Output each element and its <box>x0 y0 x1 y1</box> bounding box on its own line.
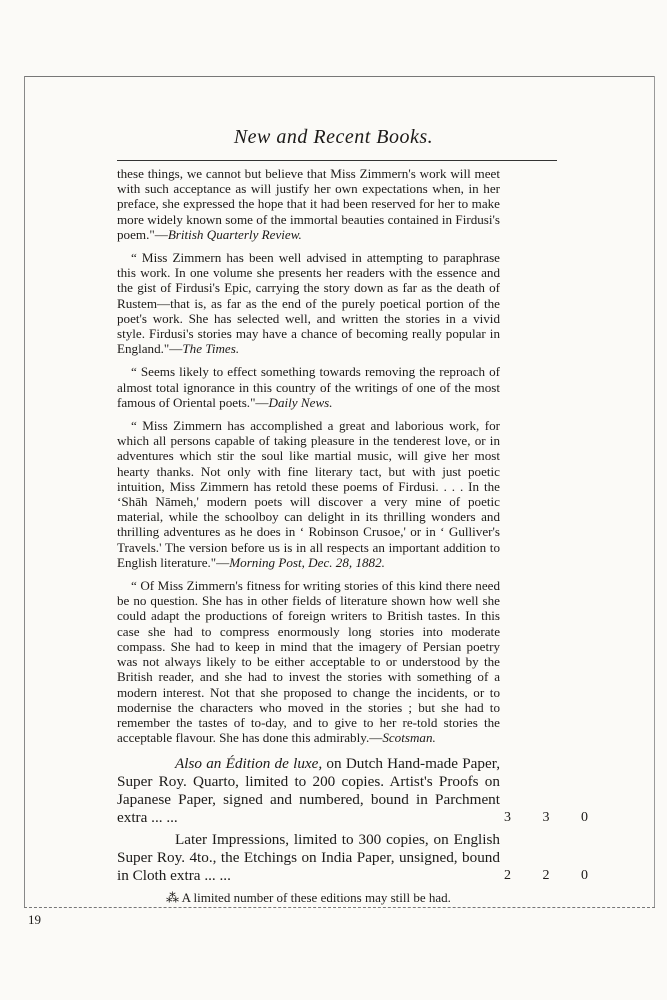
header-rule <box>117 160 557 161</box>
asterism-icon: ⁂ <box>166 890 180 906</box>
review-source: The Times. <box>182 341 240 357</box>
review-text: “ Of Miss Zimmern's fitness for writing stories of this kind there need be no question. She has in other fields of literature shown how well she could adapt the productions of foreign writers to British tastes. In this case she had to compress enormously long stories into moderate compass. She had to keep in mind that the imagery of Persian poetry was not always likely to be either acceptable to or understood by the British reader, and she had to invest the stories with something of a modern interest. Not that she proposed to change the incidents, or to modernise the characters who moved in the stories ; but she had to remember the tastes of to-day, and to give to her re-told stories the acceptable flavour. She has done this admirably.— <box>117 578 500 746</box>
review-paragraph <box>117 250 500 356</box>
review-paragraph <box>117 166 500 242</box>
review-text: “ Miss Zimmern has been well advised in attempting to paraphrase this work. In one volume she presents her readers with the essence and the gist of Firdusi's Epic, carrying the story down as far as the death of Rustem—that is, as far as the end of the purely poetical portion of the poet's work. She has selected well, and written the stories in a vivid style. Firdusi's stories may have a chance of becoming really popular in England."— <box>117 250 500 357</box>
page-frame-left <box>24 76 25 908</box>
edition-later-price <box>504 867 588 885</box>
page-frame-right <box>654 76 655 908</box>
edition-deluxe-lead: Also an Édition de luxe, <box>175 755 323 773</box>
price-pounds: 3 <box>504 810 511 826</box>
page-frame-top <box>24 76 655 77</box>
edition-deluxe-price <box>504 809 588 827</box>
notice-text: A limited number of these editions may still be had. <box>179 890 451 906</box>
page-title: New and Recent Books. <box>233 126 434 148</box>
page-number: 19 <box>28 912 41 927</box>
review-source: Daily News. <box>268 394 333 410</box>
edition-later <box>117 831 588 885</box>
price-pounds: 2 <box>504 868 511 884</box>
review-text: these things, we cannot but believe that Miss Zimmern's work will meet with such acceptance as will justify her own expectations when, in her preface, she expressed the hope that it had been reserved for her to make more widely known some of the immortal beauties contained in Firdusi's poem."— <box>117 166 500 242</box>
review-paragraph <box>117 418 500 570</box>
review-source: British Quarterly Review. <box>167 226 302 242</box>
price-pence: 0 <box>581 810 588 826</box>
review-text: “ Seems likely to effect something towards removing the reproach of almost total ignorance in this country of the writings of one of the most famous of Oriental poets."— <box>117 364 500 410</box>
edition-deluxe-text: on Dutch Hand-made Paper, Super Roy. Quarto, limited to 200 copies. Artist's Proofs on Japanese Paper, signed and numbered, bound in Parchment extra ... ... <box>117 755 500 827</box>
page-content <box>117 166 588 907</box>
review-source: Morning Post, Dec. 28, 1882. <box>229 554 385 570</box>
editions-section <box>117 755 588 907</box>
price-shillings: 3 <box>542 810 550 826</box>
price-shillings: 2 <box>542 868 550 884</box>
price-pence: 0 <box>581 868 588 884</box>
review-text: “ Miss Zimmern has accomplished a great and laborious work, for which all persons capable of taking pleasure in the tenderest love, or in adventures which stir the soul like martial music, will give her most hearty thanks. Not only with fine literary tact, but with just poetic intuition, Miss Zimmern has retold these poems of Firdusi. . . . In the ‘Shāh Nāmeh,' modern poets will discover a very mine of poetic material, while the schoolboy can delight in its thrilling wonders and thrilling adventures as he does in ‘ Robinson Crusoe,' or in ‘ Gulliver's Travels.' The version before us is in all respects an important addition to English literature."— <box>117 418 500 570</box>
availability-notice <box>117 889 500 907</box>
edition-later-text: Later Impressions, limited to 300 copies, on English Super Roy. 4to., the Etchings on India Paper, unsigned, bound in Cloth extra ... ... <box>117 831 500 885</box>
edition-deluxe <box>117 755 588 827</box>
review-paragraph <box>117 364 500 410</box>
review-paragraph <box>117 578 500 745</box>
review-source: Scotsman. <box>382 730 436 746</box>
